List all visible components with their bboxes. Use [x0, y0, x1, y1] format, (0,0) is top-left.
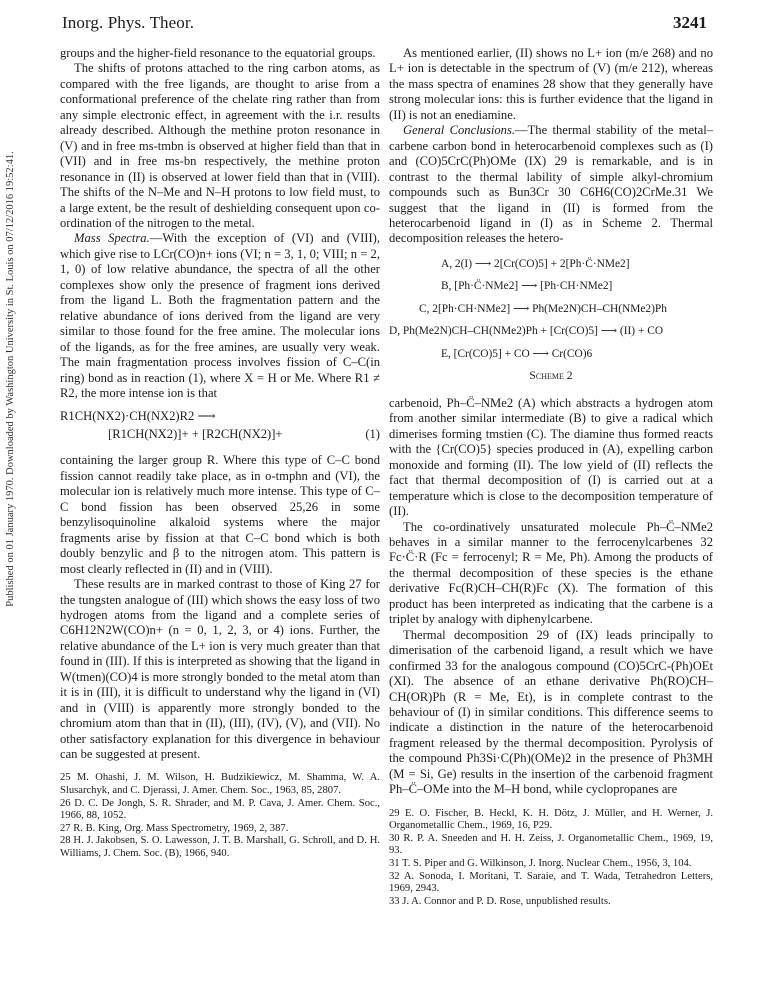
reaction-equation-1 [60, 407, 380, 443]
paragraph-ferrocenyl: The co-ordinatively unsaturated molecule Ph–C̈–NMe2 behaves in a similar manner to the ferrocenylcarbenes 32 Fc·C̈·R (Fc = ferrocenyl; R = Me, Ph). Among the products of the thermal decomposition of these species is the ethane derivative Fc(R)CH–CH(R)Fc (X). The formation of this product has been interpreted as indicating that the carbene is a triplet by analogy with diphenylcarbene. [389, 519, 713, 627]
download-watermark: Published on 01 January 1970. Downloaded by Washington University in St. Louis on 07/12/2016 19:52:41. [5, 151, 16, 607]
paragraph-carbenoid: carbenoid, Ph–C̈–NMe2 (A) which abstracts a hydrogen atom from another similar intermediate (B) to give a radical which dimerises forming tmstien (C). The diamine thus formed reacts with the {Cr(CO)5} species produced in (A), expelling carbon monoxide and forming (II). The low yield of (II) reflects the fact that thermal decomposition of (I) is carried out at a temperature which is close to the decomposition temperature of (II). [389, 395, 713, 519]
paragraph-cc-fission: containing the larger group R. Where this type of C–C bond fission cannot readily take place, as in o-tmphn and (VI), the molecular ion is relatively much more intense. This type of C–C bond fission has been observed 25,26 in some benzylisoquinoline alkaloid systems where the major fragments arise by fission at that C–C bond which is both doubly benzylic and β to the nitrogen atom. This pattern is most clearly reflected in (II) and in (VIII). [60, 453, 380, 576]
section-heading-general-conclusions: General Conclusions. [403, 123, 516, 138]
paragraph-mass-spectra [60, 231, 380, 401]
footnote-33: 33 J. A. Connor and P. D. Rose, unpublished results. [389, 895, 611, 907]
journal-running-title: Inorg. Phys. Theor. [62, 13, 195, 32]
left-column [60, 46, 380, 861]
scheme-caption: Scheme 2 [529, 369, 573, 383]
footnote-30: 30 R. P. A. Sneeden and H. H. Zeiss, J. Organometallic Chem., 1969, 19, 93. [389, 832, 713, 857]
paragraph-thermal-decomposition: Thermal decomposition 29 of (IX) leads principally to dimerisation of the carbenoid ligand, a result which we have confirmed 33 for the analogous compound (CO)5CrC-(Ph)OEt (XI). The absence of an ethane derivative Ph(RO)CH–CH(OR)Ph (R = Me, Et), is in complete contrast to the behaviour of (I) in similar conditions. This difference seems to indicate a distinction in the nature of the heterocarbenoid fragment released by the thermal decomposition. Pyrolysis of the compound Ph3Si·C(Ph)(OMe)2 in the presence of Ph3MH (M = Si, Ge) results in the insertion of the carbenoid fragment Ph–C̈–OMe into the M–H bond, while cyclopropanes are [389, 627, 713, 797]
paragraph-equatorial: groups and the higher-field resonance to the equatorial groups. [60, 46, 376, 60]
paragraph-king-contrast: These results are in marked contrast to those of King 27 for the tungsten analogue of (III) which shows the easy loss of two hydrogen atoms from the ligand and a complete series of C6H12N2W(CO)n+ (n = 0, 1, 2, 3, or 4) ions. Further, the relative abundance of the L+ ion is very much greater than that found in (III). If this is interpreted as showing that the ligand in W(tmen)(CO)4 is more strongly bonded to the metal atom than it is in (III), it is difficult to understand why the ligand in (VI) and in (VIII) is apparently more strongly bonded to the chromium atom than that in (II), (III), (IV), (V), and (VII). No other satisfactory explanation for this divergence in behaviour can be suggested at present. [60, 577, 380, 762]
scheme-step-d: D, Ph(Me2N)CH–CH(NMe2)Ph + [Cr(CO)5] ⟶ (II) + CO [389, 325, 664, 338]
paragraph-proton-shifts: The shifts of protons attached to the ring carbon atoms, as compared with the free ligands, are thought to arise from a conformational preference of the chelate ring rather than from any simple electronic effect, in agreement with the i.r. results already described. Although the methine proton resonance in (V) and in free ms-tmbn is observed at higher field than that in (VII) and in free ms-bn respectively, the methine proton resonance in (II) is observed at lower field than that in (VIII). The shifts of the N–Me and N–H protons to low field must, to a large extent, be the result of deshielding consequent upon co-ordination of the nitrogen to the metal. [60, 61, 380, 230]
footnote-26: 26 D. C. De Jongh, S. R. Shrader, and M. P. Cava, J. Amer. Chem. Soc., 1966, 88, 1052. [60, 797, 380, 822]
scheme-step-c: C, 2[Ph·CH·NMe2] ⟶ Ph(Me2N)CH–CH(NMe2)Ph [419, 302, 667, 315]
mass-spectra-text: —With the exception of (VI) and (VIII), which give rise to LCr(CO)n+ ions (VI; n = 3, 1, 0; VIII; n = 2, 1, 0) of low relative abundance, the spectra of all the other complexes show only the presence of fragment ions derived from the ligand L. Both the fragmentation pattern and the relative abundance of ions derived from the ligand are very similar to those found for the free amine. The molecular ions of the ligands, as for the free amines, are usually very weak. The main fragmentation process involves fission of C–C(in ring) bond as in reaction (1), where X = H or Me. Where R1 ≠ R2, the more intense ion is that [60, 231, 380, 400]
footnote-29: 29 E. O. Fischer, B. Heckl, K. H. Dötz, J. Müller, and H. Werner, J. Organometallic Chem., 1969, 16, P29. [389, 807, 713, 832]
equation-line-2 [60, 425, 380, 443]
equation-line-1: R1CH(NX2)·CH(NX2)R2 ⟶ [60, 409, 216, 424]
scheme-2 [389, 253, 713, 388]
paragraph-enamines: As mentioned earlier, (II) shows no L+ ion (m/e 268) and no L+ ion is detectable in the spectrum of (V) (m/e 212), whereas the mass spectra of enamines 28 show that they generally have strong molecular ions: this is further evidence that the ligand in (II) is not an enediamine. [389, 46, 713, 122]
scheme-step-e: E, [Cr(CO)5] + CO ⟶ Cr(CO)6 [441, 347, 593, 360]
section-heading-mass-spectra: Mass Spectra. [74, 231, 150, 246]
general-conclusions-text: —The thermal stability of the metal–carbene carbon bond in heterocarbenoid complexes such as (I) and (CO)5CrC(Ph)OMe (IX) 29 is remarkable, and is in contrast to the thermal lability of simple alkyl-chromium compounds such as Bun3Cr 30 C6H6(CO)2CrMe.31 We suggest that the ligand in (II) is formed from the heterocarbenoid ligand in (I) as in Scheme 2. Thermal decomposition releases the hetero- [389, 123, 713, 246]
footnote-27: 27 R. B. King, Org. Mass Spectrometry, 1969, 2, 387. [60, 822, 289, 834]
right-column [389, 46, 713, 908]
equation-products: [R1CH(NX2)]+ + [R2CH(NX2)]+ [108, 427, 283, 442]
scheme-step-b: B, [Ph·C̈·NMe2] ⟶ [Ph·CH·NMe2] [441, 280, 613, 293]
footnote-28: 28 H. J. Jakobsen, S. O. Lawesson, J. T. B. Marshall, G. Schroll, and D. H. Williams, J. Chem. Soc. (B), 1966, 940. [60, 835, 380, 860]
footnote-31: 31 T. S. Piper and G. Wilkinson, J. Inorg. Nuclear Chem., 1956, 3, 104. [389, 858, 692, 870]
footnote-32: 32 A. Sonoda, I. Moritani, T. Saraie, and T. Wada, Tetrahedron Letters, 1969, 2943. [389, 870, 713, 895]
scheme-step-a: A, 2(I) ⟶ 2[Cr(CO)5] + 2[Ph·C̈·NMe2] [441, 257, 630, 270]
equation-number: (1) [365, 427, 380, 442]
page-number: 3241 [673, 13, 707, 32]
paragraph-general-conclusions [389, 123, 713, 247]
footnote-25: 25 M. Ohashi, J. M. Wilson, H. Budzikiewicz, M. Shamma, W. A. Slusarchyk, and C. Djerassi, J. Amer. Chem. Soc., 1963, 85, 2807. [60, 772, 380, 797]
